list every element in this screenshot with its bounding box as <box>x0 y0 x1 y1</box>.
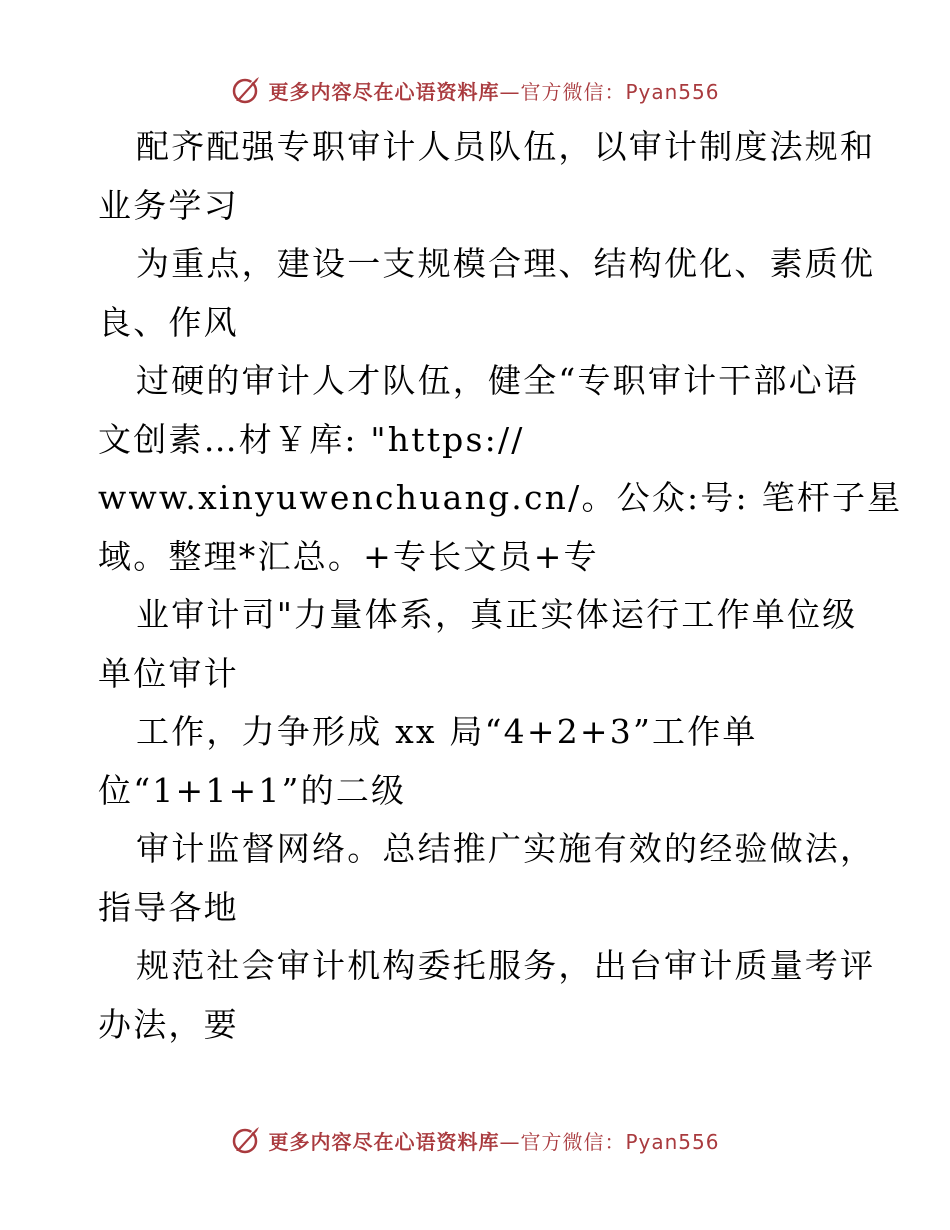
text-line: 指导各地 <box>98 887 239 927</box>
text-line: 规范社会审计机构委托服务，出台审计质量考评 <box>136 946 876 985</box>
text-line: 为重点，建设一支规模合理、结构优化、素质优 <box>136 244 876 283</box>
text-line: 业审计司"力量体系，真正实体运行工作单位级 <box>136 595 858 634</box>
text-line: 位“1+1+1”的二级 <box>98 770 407 810</box>
text-line: 域。整理*汇总。+专长文员+专 <box>98 536 599 576</box>
text-line: 单位审计 <box>98 653 239 693</box>
text-line: 过硬的审计人才队伍，健全“专职审计干部心语 <box>136 361 860 400</box>
header-banner <box>0 72 950 108</box>
banner-left-text: 更多内容尽在心语资料库 <box>268 1129 500 1154</box>
quill-logo-icon <box>230 1124 262 1156</box>
banner-right-text: —官方微信：Pyan556 <box>499 79 720 104</box>
text-line: 良、作风 <box>98 302 239 342</box>
footer-banner <box>0 1122 950 1158</box>
quill-logo-icon <box>230 74 262 106</box>
banner-right-text: —官方微信：Pyan556 <box>499 1129 720 1154</box>
text-line: 文创素…材￥库: "https:// <box>98 419 525 459</box>
text-line: 审计监督网络。总结推广实施有效的经验做法， <box>136 829 876 868</box>
banner-left-text: 更多内容尽在心语资料库 <box>268 79 500 104</box>
text-line: 业务学习 <box>98 185 239 225</box>
text-line: 办法，要 <box>98 1004 239 1044</box>
text-line: 工作，力争形成 xx 局“4+2+3”工作单 <box>136 712 758 751</box>
text-line: 配齐配强专职审计人员队伍，以审计制度法规和 <box>136 127 876 166</box>
text-line: www.xinyuwenchuang.cn/。公众:号: 笔杆子星 <box>98 478 903 517</box>
document-body <box>98 118 903 1054</box>
